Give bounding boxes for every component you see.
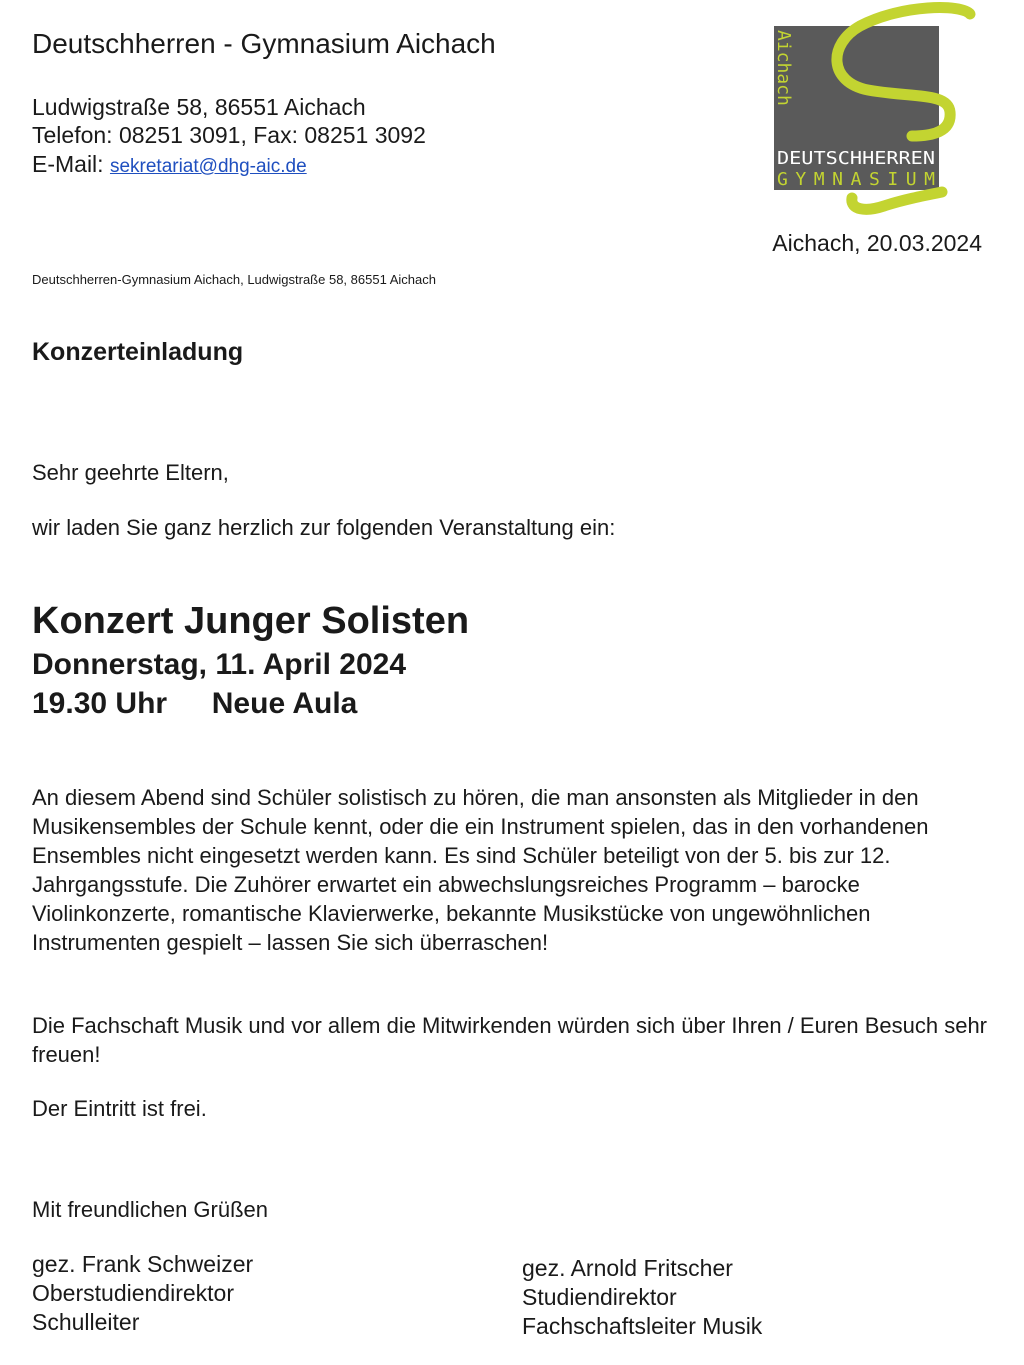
logo-swirl-bottom xyxy=(852,192,942,209)
phone-fax: Telefon: 08251 3091, Fax: 08251 3092 xyxy=(32,122,426,148)
email-line xyxy=(32,151,307,178)
signature-principal xyxy=(32,1250,253,1337)
closing: Mit freundlichen Grüßen xyxy=(32,1197,268,1222)
letter-date: Aichach, 20.03.2024 xyxy=(772,230,982,256)
email-link[interactable]: sekretariat@dhg-aic.de xyxy=(109,156,307,177)
school-address: Ludwigstraße 58, 86551 Aichach xyxy=(32,94,366,120)
logo-line2: GYMNASIUM xyxy=(777,169,935,190)
greeting: Sehr geehrte Eltern, xyxy=(32,460,229,485)
logo-line1: DEUTSCHHERREN xyxy=(777,148,935,169)
intro: wir laden Sie ganz herzlich zur folgenden Veranstaltung ein: xyxy=(32,515,616,540)
signature-music-head xyxy=(522,1254,762,1341)
logo-graphic xyxy=(772,0,988,225)
school-logo xyxy=(772,0,988,225)
paragraph-1: An diesem Abend sind Schüler solistisch zu hören, die man ansonsten als Mitglieder in den Musikensembles der Schule kennt, oder die ein Instrument spielen, das in den vorhandenen Ensembles nicht eingesetzt werden kann. Es sind Schüler beteiligt von der 5. bis zur 12. Jahrgangsstufe. Die Zuhörer erwartet ein abwechslungsreiches Programm – barocke Violinkonzerte, romantische Klavierwerke, bekannte Musikstücke von ungewöhnlichen Instrumenten gespielt – lassen Sie sich überraschen! xyxy=(32,785,929,955)
event-time-place xyxy=(32,687,357,721)
signature-title: Oberstudiendirektor xyxy=(32,1280,234,1306)
event-time: 19.30 Uhr xyxy=(32,687,168,720)
subject: Konzerteinladung xyxy=(32,338,244,366)
paragraph-3: Der Eintritt ist frei. xyxy=(32,1096,207,1121)
sender-line: Deutschherren-Gymnasium Aichach, Ludwigstraße 58, 86551 Aichach xyxy=(32,272,436,287)
signature-title: Studiendirektor xyxy=(522,1284,677,1310)
event-title: Konzert Junger Solisten xyxy=(32,600,470,642)
signature-role: Fachschaftsleiter Musik xyxy=(522,1313,763,1339)
logo-vertical-text: Aichach xyxy=(773,30,794,106)
event-date: Donnerstag, 11. April 2024 xyxy=(32,648,407,681)
signature-name: gez. Arnold Fritscher xyxy=(522,1255,733,1281)
school-name: Deutschherren - Gymnasium Aichach xyxy=(32,28,496,59)
signature-role: Schulleiter xyxy=(32,1309,140,1335)
signature-name: gez. Frank Schweizer xyxy=(32,1251,254,1277)
event-place: Neue Aula xyxy=(211,687,358,720)
paragraph-2: Die Fachschaft Musik und vor allem die Mitwirkenden würden sich über Ihren / Euren Besuch sehr freuen! xyxy=(32,1013,988,1067)
email-label: E-Mail: xyxy=(32,151,104,177)
